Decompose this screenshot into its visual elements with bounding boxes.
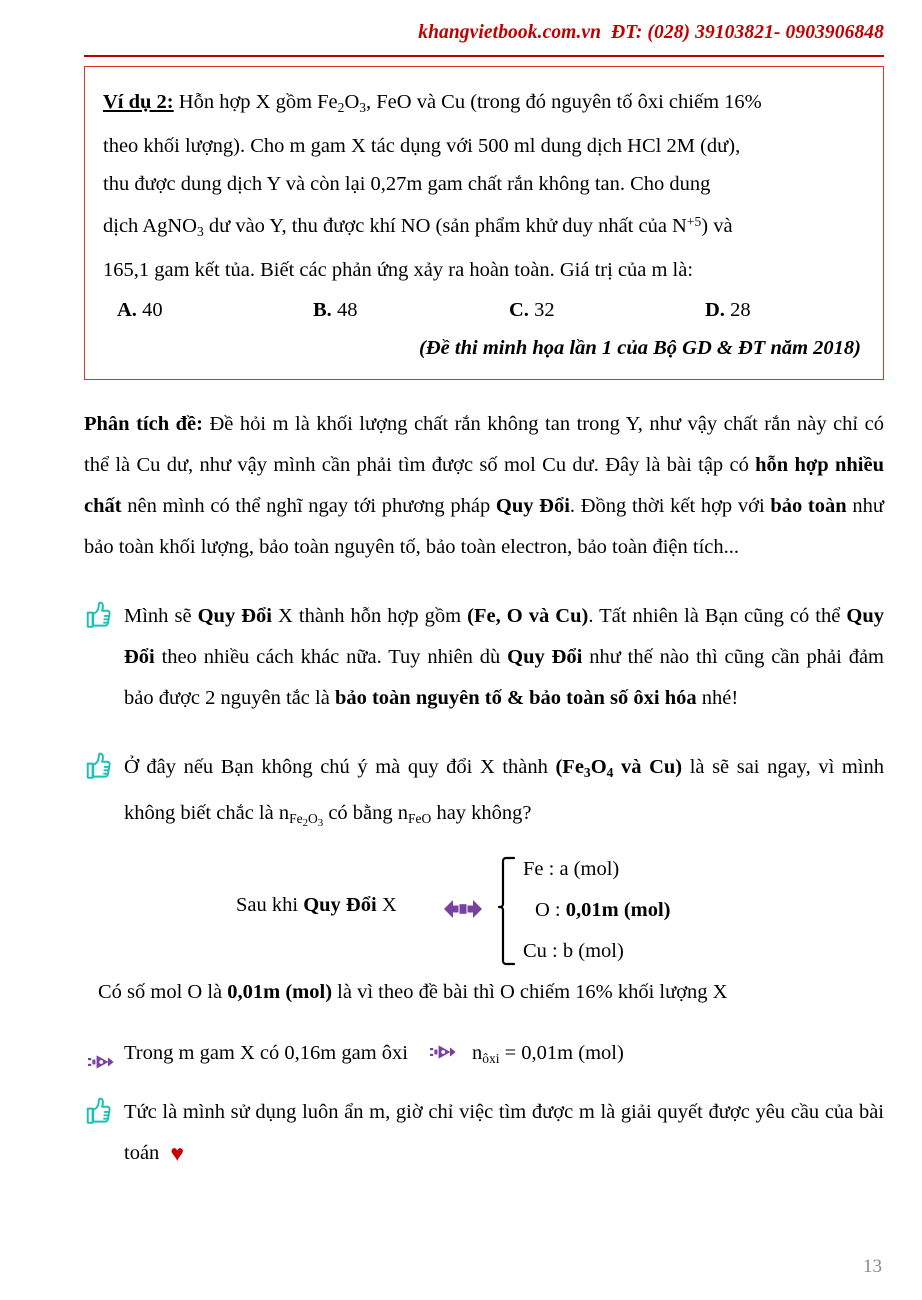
n-oxi-pre: n	[471, 1041, 483, 1064]
analysis-text-e: . Đồng thời kết hợp với	[569, 495, 771, 517]
formula-sub-2: 2	[337, 99, 345, 115]
example-line-4-text-a: dịch AgNO	[103, 214, 197, 237]
bullet-2-bold-b-1: (Fe	[555, 756, 584, 778]
note-line	[84, 972, 884, 1013]
bullet-1-bold-f: Quy Đổi	[124, 605, 884, 668]
answer-option-d[interactable]	[705, 291, 901, 329]
bullet-1-text-g: theo nhiều cách khác nữa. Tuy nhiên dù	[154, 646, 508, 668]
n-oxi-post: = 0,01m (mol)	[499, 1041, 624, 1064]
answer-option-a[interactable]	[103, 291, 313, 329]
example-line-3: thu được dung dịch Y và còn lại 0,27m gam chất rắn không tan. Cho dung	[103, 172, 711, 195]
answer-option-b-label: B.	[313, 298, 332, 321]
bullet-1-text-c: X thành hỗn hợp gồm	[272, 605, 468, 627]
answer-option-d-label: D.	[705, 298, 725, 321]
bullet-paragraph-3	[84, 1092, 884, 1174]
brace-item-o-plain: O :	[535, 899, 566, 922]
fe3o4-sub-4: 4	[606, 764, 614, 780]
oxygen-mass-text: Trong m gam X có 0,16m gam ôxi	[124, 1041, 408, 1064]
quy-doi-label-a: Sau khi	[236, 893, 304, 916]
example-line-4-text-b: dư vào Y, thu được khí NO (sản phẩm khử duy nhất của N	[203, 214, 687, 237]
example-line-1-text-a: Hỗn hợp X gồm Fe	[173, 91, 338, 113]
example-line-5: 165,1 gam kết tủa. Biết các phản ứng xảy ra hoàn toàn. Giá trị của m là:	[103, 258, 694, 281]
page-header	[0, 22, 922, 44]
spacer	[84, 1078, 884, 1092]
bullet-2-text-c: là sẽ sai ngay, vì mình không biết chắc là n	[124, 756, 884, 824]
bullet-1-bold-d: (Fe, O và Cu)	[467, 605, 589, 627]
bullet-2-bold-b-2: O	[590, 756, 607, 778]
fe3o4-sub-3: 3	[583, 764, 591, 780]
double-arrow-icon	[444, 896, 482, 922]
main-content	[84, 404, 884, 1174]
header-website: khangvietbook.com.vn ĐT: (028) 39103821- 0903906848	[418, 22, 884, 43]
bullet-paragraph-1	[84, 596, 884, 719]
bullet-2-bold-b-3: và Cu)	[613, 756, 683, 778]
quy-doi-label-bold: Quy Đổi	[303, 893, 377, 916]
arrow-bullet-icon	[430, 1035, 456, 1053]
brace-item-fe: Fe : a (mol)	[523, 858, 620, 881]
analysis-text-a: Đề hỏi m là khối lượng chất rắn không tan trong Y, như vậy chất rắn này chỉ có thể là Cu dư, như vậy mình cần phải tìm được số mol Cu dư. Đây là bài tập có	[84, 413, 884, 476]
nitrogen-superscript: +5	[686, 213, 702, 229]
answer-option-b-value: 48	[336, 298, 358, 321]
example-line-4-text-c: ) và	[701, 214, 733, 237]
bullet-1-text-i: như thế nào thì cũng cần phải đảm bảo được 2 nguyên tắc là	[124, 646, 884, 709]
example-line-4	[103, 203, 865, 251]
bullet-paragraph-2	[84, 747, 884, 844]
answer-option-c-value: 32	[534, 298, 555, 321]
bullet-2-text-d: có bằng n	[323, 801, 409, 824]
example-line-1: Ví dụ 2: Hỗn hợp X gồm $Fe_2O_3$, FeO và Cu (trong đó nguyên tố ôxi chiếm 16%	[103, 91, 762, 115]
example-line-2: theo khối lượng). Cho m gam X tác dụng với 500 ml dung dịch HCl 2M (dư),	[103, 134, 741, 157]
note-bold-b: 0,01m (mol)	[227, 980, 333, 1003]
header-divider	[84, 55, 884, 57]
quy-doi-conversion-diagram	[84, 850, 884, 972]
brace-item-list	[523, 849, 671, 972]
bullet-3-text: Tức là mình sử dụng luôn ẩn m, giờ chỉ việc tìm được m là giải quyết được yêu cầu của bài toán	[124, 1101, 884, 1165]
answer-option-d-value: 28	[730, 298, 751, 321]
note-text-c: là vì theo đề bài thì O chiếm 16% khối lượng X	[332, 980, 728, 1003]
bullet-1-bold-b: Quy Đổi	[197, 605, 272, 627]
bullet-2-text-e: hay không?	[431, 801, 532, 824]
brace-item-o	[523, 890, 671, 931]
exam-source-attribution: (Đề thi minh họa lần 1 của Bộ GD & ĐT năm 2018)	[419, 336, 861, 359]
answer-option-a-value: 40	[142, 298, 163, 321]
heart-icon: ♥	[170, 1141, 185, 1167]
bullet-1-text-k: nhé!	[696, 687, 739, 709]
n-feo-subscript: FeO	[408, 810, 432, 826]
analysis-paragraph	[84, 404, 884, 568]
example-problem-box	[84, 66, 884, 380]
bullet-1-bold-j: bảo toàn nguyên tố & bảo toàn số ôxi hóa	[334, 687, 697, 709]
spacer	[84, 719, 884, 747]
thumbs-up-icon	[84, 1096, 114, 1126]
note-text-a: Có số mol O là	[98, 980, 228, 1003]
page-number: 13	[863, 1256, 882, 1277]
example-label: Ví dụ 2:	[103, 91, 174, 113]
quy-doi-label-b: X	[376, 893, 397, 916]
brace-item-o-bold: 0,01m (mol)	[565, 899, 671, 922]
answer-option-c-label: C.	[509, 298, 529, 321]
analysis-text-c: nên mình có thể nghĩ ngay tới phương pháp	[121, 495, 496, 517]
brace-item-cu: Cu : b (mol)	[523, 940, 624, 963]
spacer	[84, 1013, 884, 1033]
analysis-bold-f: bảo toàn	[770, 495, 847, 517]
spacer	[84, 568, 884, 596]
bullet-1-text-e: . Tất nhiên là Bạn cũng có thể	[588, 605, 847, 627]
bullet-1-text-a: Mình sẽ	[124, 605, 198, 627]
agno3-sub-3: 3	[196, 223, 204, 239]
oxygen-mass-line	[84, 1033, 884, 1079]
brace-group	[497, 850, 671, 972]
analysis-bold-b: hỗn hợp nhiều chất	[84, 454, 884, 517]
n-fe2o3-sub-3: 3	[317, 816, 324, 829]
n-oxi-subscript: ôxi	[482, 1050, 500, 1066]
arrow-bullet-icon	[88, 1045, 114, 1063]
example-line-1-text-b: , FeO và Cu (trong đó nguyên tố ôxi chiếm 16%	[366, 91, 762, 113]
thumbs-up-icon	[84, 751, 114, 781]
answer-option-b[interactable]	[313, 291, 509, 329]
bullet-2-text-a: Ở đây nếu Bạn không chú ý mà quy đổi X thành	[124, 756, 556, 778]
analysis-heading: Phân tích đề:	[84, 413, 203, 435]
analysis-bold-d: Quy Đổi	[495, 495, 570, 517]
thumbs-up-icon	[84, 600, 114, 630]
answer-option-c[interactable]	[509, 291, 705, 329]
formula-sub-3: 3	[359, 99, 367, 115]
n-fe2o3-subscript: Fe2O3	[289, 810, 324, 829]
analysis-text-g: như bảo toàn khối lượng, bảo toàn nguyên tố, bảo toàn electron, bảo toàn điện tích...	[84, 495, 884, 558]
left-brace-icon	[497, 855, 517, 967]
answer-options-row	[103, 291, 865, 329]
n-fe2o3-sub-2: 2	[302, 816, 309, 829]
quy-doi-label	[236, 894, 397, 917]
bullet-1-bold-h: Quy Đổi	[507, 646, 583, 668]
answer-option-a-label: A.	[117, 298, 137, 321]
